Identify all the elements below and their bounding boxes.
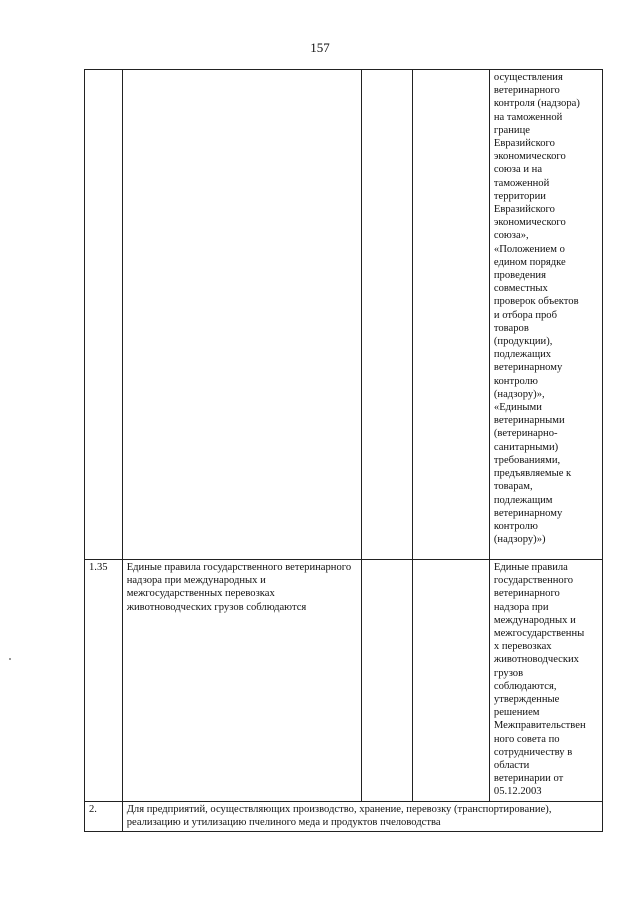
scan-speck bbox=[9, 658, 11, 660]
empty-cell bbox=[361, 560, 413, 802]
table-row-1-35 bbox=[85, 560, 603, 802]
requirement-cell: Единые правила государственного ветеринарного надзора при международных и межгосударственных перевозках животноводческих грузов соблюдаются bbox=[122, 560, 361, 802]
row-number-cell bbox=[85, 70, 123, 560]
row-number-cell: 2. bbox=[85, 802, 123, 832]
empty-cell bbox=[413, 560, 489, 802]
page-number: 157 bbox=[310, 40, 330, 55]
requirements-table bbox=[84, 69, 603, 832]
empty-cell bbox=[361, 70, 413, 560]
legal-reference-cell: осуществления ветеринарного контроля (надзора) на таможенной границе Евразийского экономического союза и на таможенной территории Евразийского экономического союза», «Положением о едином порядке проведения совместных проверок объектов и отбора проб товаров (продукции), подлежащих ветеринарному контролю (надзору)», «Едиными ветеринарными (ветеринарно- санитарными) требованиями, предъявляемые к товарам, подлежащим ветеринарному контролю (надзору)») bbox=[489, 70, 602, 560]
empty-cell bbox=[413, 70, 489, 560]
legal-reference-cell: Единые правила государственного ветеринарного надзора при международных и межгосударственны х перевозках животноводческих грузов соблюдаются, утвержденные решением Межправительствен ного совета по сотрудничеству в области ветеринарии от 05.12.2003 bbox=[489, 560, 602, 802]
requirement-cell bbox=[122, 70, 361, 560]
row-number-cell: 1.35 bbox=[85, 560, 123, 802]
table-row-continuation bbox=[85, 70, 603, 560]
section-heading-cell: Для предприятий, осуществляющих производство, хранение, перевозку (транспортирование), реализацию и утилизацию пчелиного меда и продуктов пчеловодства bbox=[122, 802, 602, 832]
table-row-section-2 bbox=[85, 802, 603, 832]
